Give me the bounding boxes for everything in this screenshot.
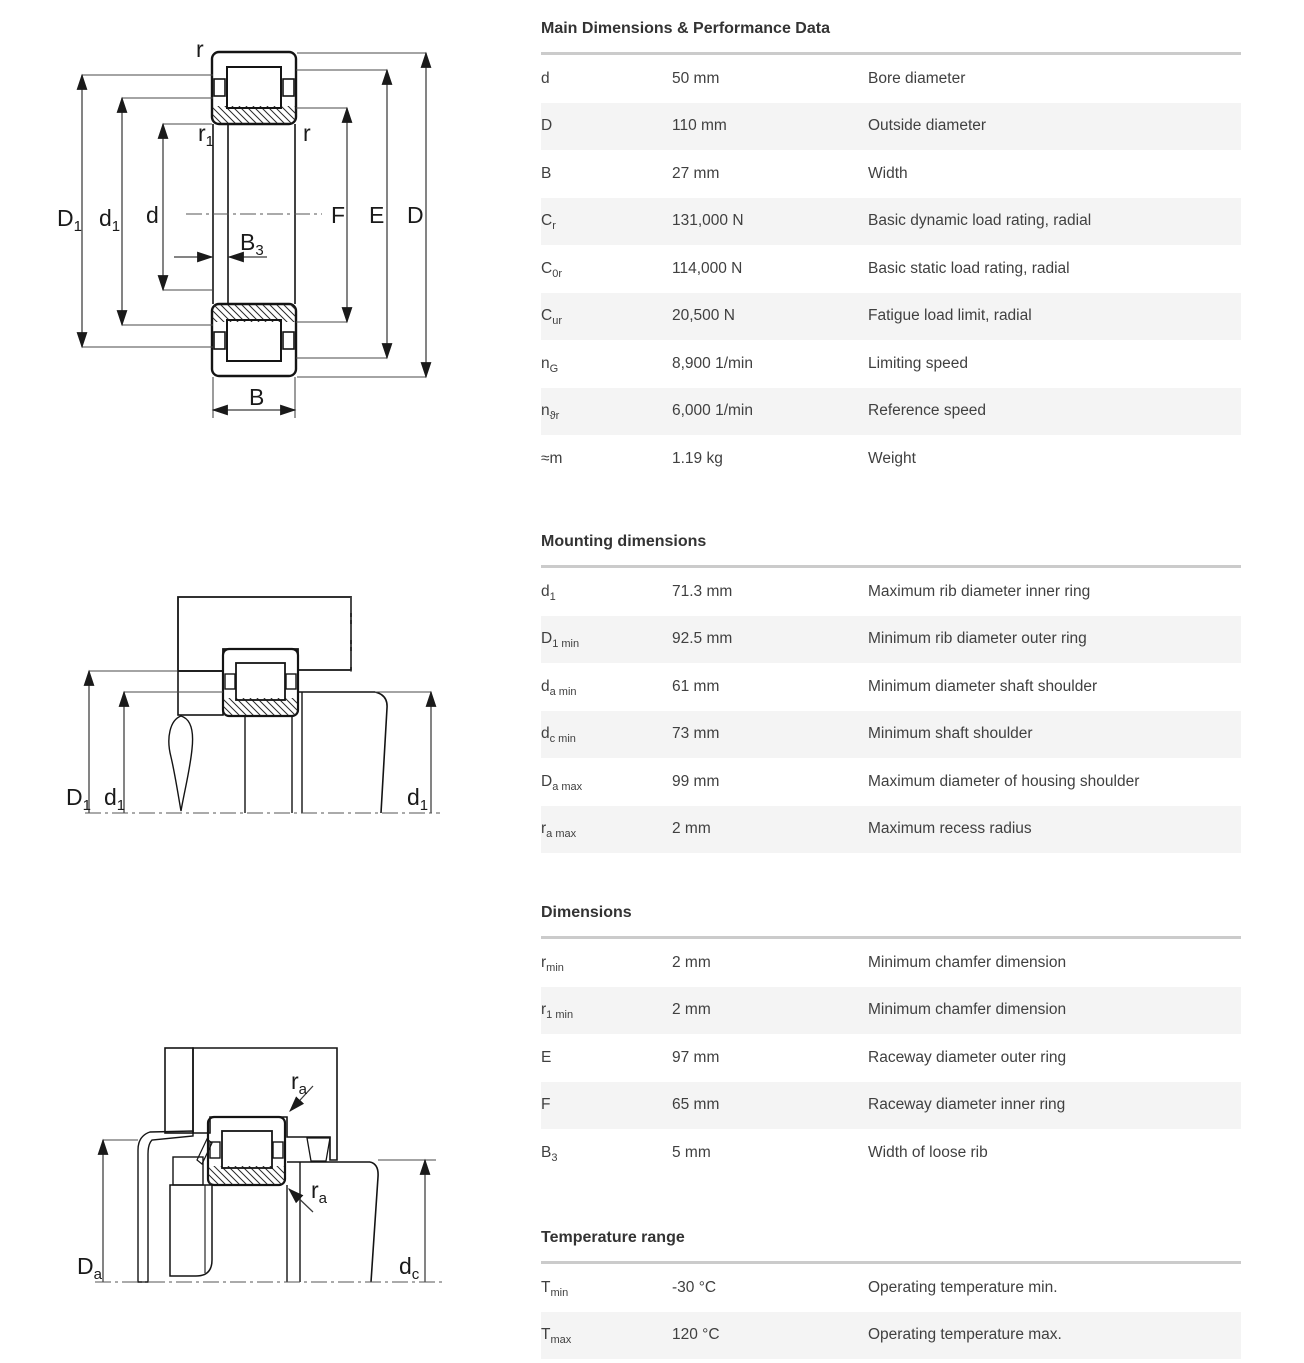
table-row <box>541 1034 1241 1082</box>
mounted-bearing-rib-diameter-drawing <box>0 540 520 870</box>
table-row <box>541 340 1241 388</box>
symbol-cell: F <box>541 1096 551 1114</box>
end-cover <box>138 1131 193 1282</box>
value-cell: 131,000 N <box>672 212 744 230</box>
table-row <box>541 103 1241 151</box>
description-cell: Weight <box>868 449 916 467</box>
dim-label-d1-left: $d_1$ <box>104 784 126 814</box>
table-row <box>541 198 1241 246</box>
value-cell: 73 mm <box>672 725 720 743</box>
table-row <box>541 245 1241 293</box>
section-rows <box>541 1264 1241 1359</box>
symbol-cell: $r_{min}$ <box>541 953 564 974</box>
symbol-cell: $d_{a min}$ <box>541 677 577 698</box>
bearing-section <box>223 649 298 716</box>
value-cell: 1.19 kg <box>672 449 723 467</box>
description-cell: Outside diameter <box>868 117 987 135</box>
symbol-cell: $r_{1 min}$ <box>541 1001 574 1022</box>
description-cell: Width of loose rib <box>868 1143 988 1161</box>
value-cell: 61 mm <box>672 677 720 695</box>
section-temperature-range <box>541 1227 1241 1359</box>
value-cell: 110 mm <box>672 117 727 135</box>
dim-label-r-right: r <box>303 120 311 146</box>
value-cell: 20,500 N <box>672 307 735 325</box>
value-cell: 8,900 1/min <box>672 354 753 372</box>
dim-label-D1: $D_1$ <box>57 205 82 235</box>
description-cell: Limiting speed <box>868 354 968 372</box>
symbol-cell: $T_{max}$ <box>541 1326 572 1347</box>
section-mounting-dimensions <box>541 531 1241 853</box>
section-rows <box>541 939 1241 1177</box>
description-cell: Basic static load rating, radial <box>868 259 1070 277</box>
symbol-cell: $C_r$ <box>541 212 556 233</box>
value-cell: 2 mm <box>672 1001 711 1019</box>
symbol-cell: $d_{c min}$ <box>541 725 576 746</box>
dim-label-Da: $D_a$ <box>77 1253 102 1283</box>
dim-label-d: d <box>146 202 159 228</box>
section-title: Main Dimensions & Performance Data <box>541 20 830 37</box>
description-cell: Raceway diameter inner ring <box>868 1096 1066 1114</box>
housing-section <box>193 1048 337 1160</box>
table-row <box>541 758 1241 806</box>
description-cell: Maximum diameter of housing shoulder <box>868 772 1140 790</box>
table-row <box>541 55 1241 103</box>
housing-flange <box>165 1048 193 1133</box>
dim-label-r1: $r_1$ <box>198 120 215 150</box>
symbol-cell: $D_{a max}$ <box>541 772 583 793</box>
description-cell: Maximum rib diameter inner ring <box>868 582 1091 600</box>
dim-label-ra-bottom: $r_a$ <box>311 1177 328 1207</box>
shaft-outline <box>287 1162 378 1282</box>
symbol-cell: $T_{min}$ <box>541 1278 569 1299</box>
description-cell: Fatigue load limit, radial <box>868 307 1032 325</box>
section-main-dimensions <box>541 18 1241 483</box>
section-title: Temperature range <box>541 1229 685 1246</box>
section-rows <box>541 568 1241 853</box>
description-cell: Operating temperature min. <box>868 1278 1058 1296</box>
table-row <box>541 1312 1241 1360</box>
dim-label-d1: $d_1$ <box>99 205 121 235</box>
description-cell: Minimum shaft shoulder <box>868 725 1033 743</box>
symbol-cell: $D_{1 min}$ <box>541 630 580 651</box>
value-cell: 5 mm <box>672 1143 711 1161</box>
dim-label-F: F <box>331 202 346 228</box>
dim-label-D1: $D_1$ <box>66 784 91 814</box>
table-row <box>541 939 1241 987</box>
description-cell: Bore diameter <box>868 69 966 87</box>
section-title: Mounting dimensions <box>541 533 707 550</box>
dim-label-B: B <box>249 384 265 410</box>
dim-label-d1-right: $d_1$ <box>407 784 429 814</box>
description-cell: Minimum chamfer dimension <box>868 1001 1067 1019</box>
description-cell: Minimum diameter shaft shoulder <box>868 677 1098 695</box>
value-cell: 71.3 mm <box>672 582 733 600</box>
symbol-cell: $n_{ϑr}$ <box>541 402 560 423</box>
description-cell: Width <box>868 164 908 182</box>
value-cell: 99 mm <box>672 772 720 790</box>
value-cell: 114,000 N <box>672 259 743 277</box>
value-cell: -30 °C <box>672 1278 717 1296</box>
description-cell: Operating temperature max. <box>868 1326 1062 1344</box>
table-row <box>541 711 1241 759</box>
value-cell: 2 mm <box>672 953 711 971</box>
symbol-cell: $n_G$ <box>541 354 559 375</box>
section-title: Dimensions <box>541 904 632 921</box>
table-row <box>541 616 1241 664</box>
symbol-cell: $C_{ur}$ <box>541 307 562 328</box>
table-row <box>541 388 1241 436</box>
description-cell: Reference speed <box>868 402 987 420</box>
symbol-cell: $B_3$ <box>541 1143 558 1164</box>
description-cell: Maximum recess radius <box>868 820 1032 838</box>
table-row <box>541 1264 1241 1312</box>
table-row <box>541 568 1241 616</box>
bearing-cross-section-drawing <box>0 0 520 470</box>
table-row <box>541 1082 1241 1130</box>
bearing-section-bottom <box>212 304 296 376</box>
housing-section <box>178 597 351 671</box>
symbol-cell: D <box>541 117 553 135</box>
symbol-cell: $C_{0r}$ <box>541 259 562 280</box>
value-cell: 92.5 mm <box>672 630 733 648</box>
value-cell: 2 mm <box>672 820 711 838</box>
symbol-cell: $r_{a max}$ <box>541 820 577 841</box>
dim-label-B3: $B_3$ <box>240 229 264 259</box>
table-row <box>541 293 1241 341</box>
symbol-cell: d <box>541 69 550 87</box>
symbol-cell: E <box>541 1048 552 1066</box>
tab-washer <box>169 716 193 811</box>
section-rows <box>541 55 1241 483</box>
symbol-cell: $d_1$ <box>541 582 556 603</box>
description-cell: Basic dynamic load rating, radial <box>868 212 1092 230</box>
section-dimensions <box>541 902 1241 1177</box>
description-cell: Minimum rib diameter outer ring <box>868 630 1087 648</box>
value-cell: 120 °C <box>672 1326 720 1344</box>
dim-label-ra-top: $r_a$ <box>291 1068 308 1098</box>
locknut <box>170 1139 212 1276</box>
value-cell: 97 mm <box>672 1048 720 1066</box>
value-cell: 50 mm <box>672 69 720 87</box>
bearing-section <box>208 1117 285 1185</box>
dimension-lines <box>89 671 431 813</box>
description-cell: Minimum chamfer dimension <box>868 953 1067 971</box>
dim-label-D: D <box>407 202 424 228</box>
table-row <box>541 806 1241 854</box>
bearing-section-top <box>212 52 296 124</box>
value-cell: 65 mm <box>672 1096 720 1114</box>
description-cell: Raceway diameter outer ring <box>868 1048 1067 1066</box>
mounted-bearing-shoulder-diameter-drawing <box>0 1030 520 1363</box>
seal-ring <box>307 1138 330 1161</box>
symbol-cell: B <box>541 164 552 182</box>
table-row <box>541 663 1241 711</box>
symbol-cell: ≈m <box>541 449 563 467</box>
value-cell: 27 mm <box>672 164 720 182</box>
table-row <box>541 150 1241 198</box>
table-row <box>541 1129 1241 1177</box>
dim-label-r-top: r <box>196 36 204 62</box>
angle-ring <box>178 671 223 715</box>
dim-label-dc: $d_c$ <box>399 1253 420 1283</box>
table-row <box>541 987 1241 1035</box>
table-row <box>541 435 1241 483</box>
value-cell: 6,000 1/min <box>672 402 753 420</box>
dim-label-E: E <box>369 202 385 228</box>
